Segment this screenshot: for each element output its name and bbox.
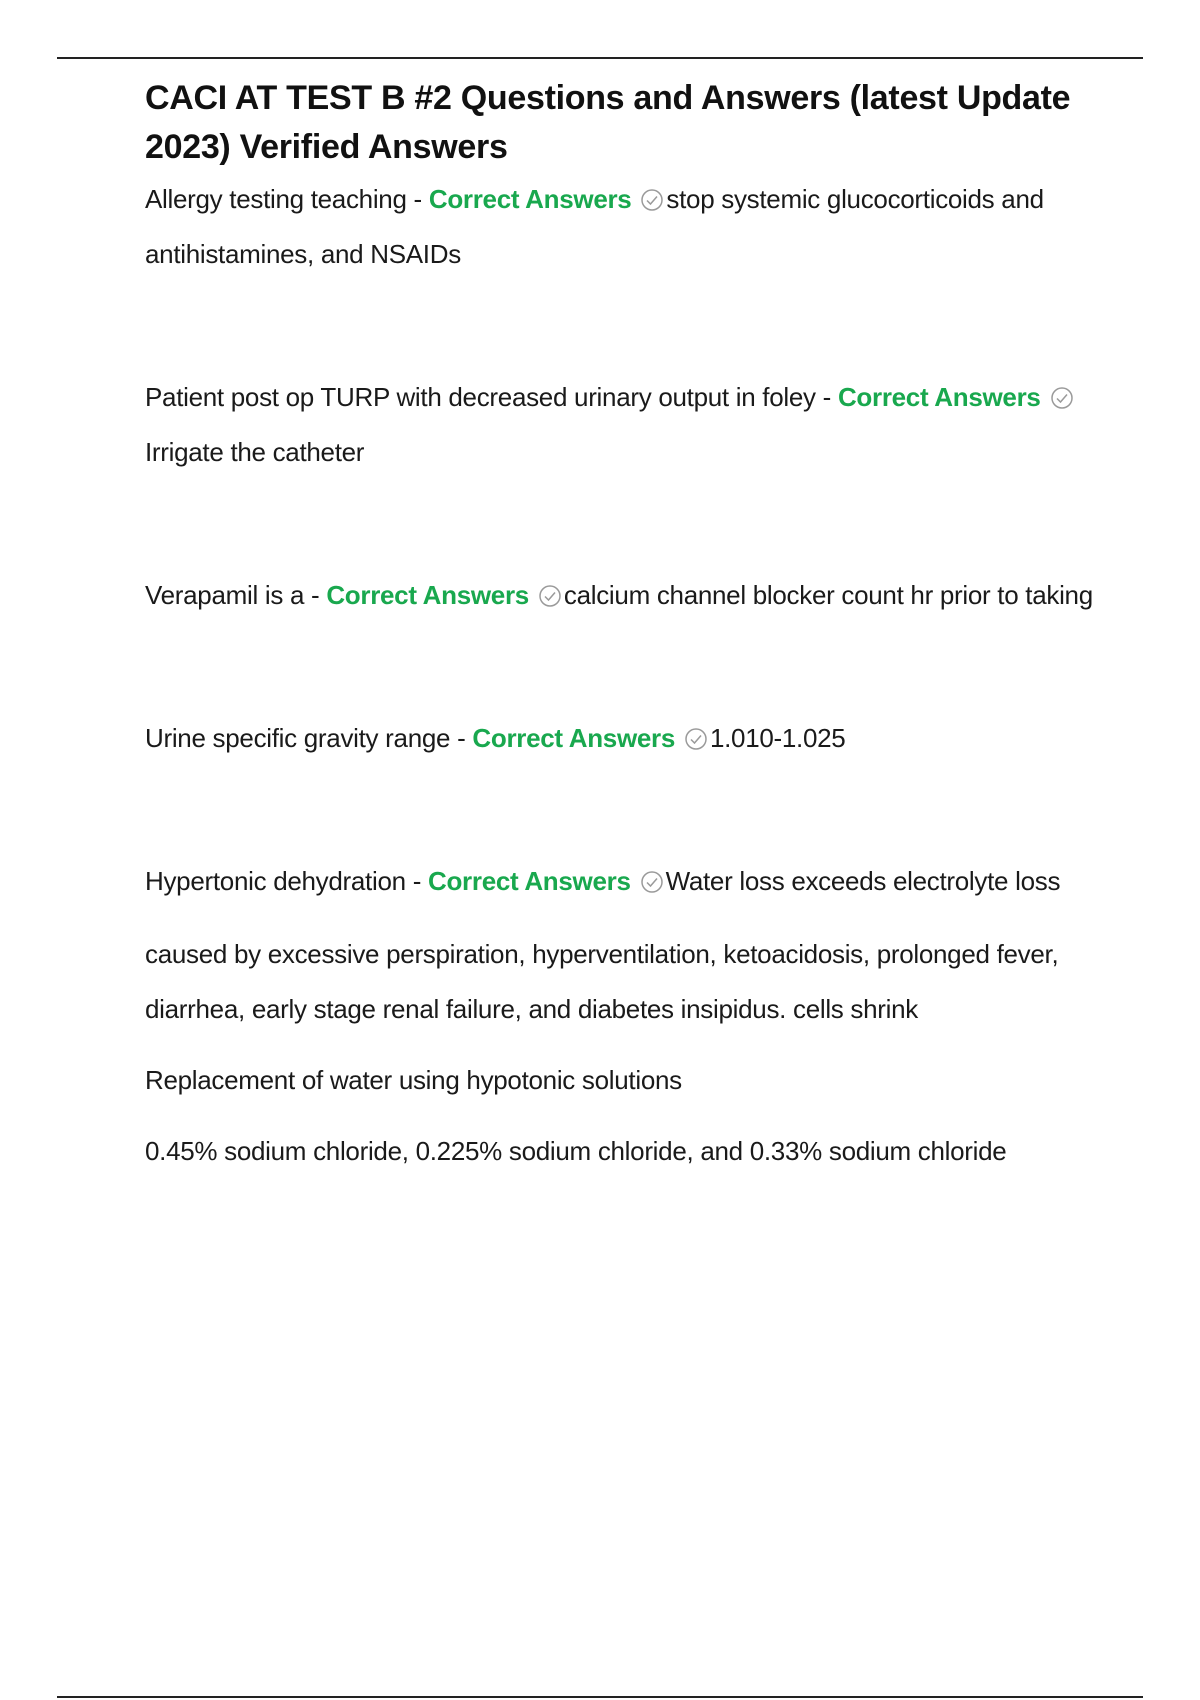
qa-item: [145, 568, 1095, 623]
qa-item: [145, 854, 1095, 909]
answer-text: 1.010-1.025: [709, 723, 846, 753]
bottom-rule: [57, 1696, 1143, 1698]
separator: -: [304, 580, 327, 610]
question-text: Urine specific gravity range: [145, 723, 451, 753]
answer-continuation: Replacement of water using hypotonic solutions: [145, 1065, 682, 1095]
correct-answers-label: Correct Answers: [428, 866, 631, 896]
check-circle-icon: [640, 870, 664, 894]
check-circle-icon: [684, 727, 708, 751]
qa-item: [145, 711, 1095, 766]
document-title: CACI AT TEST B #2 Questions and Answers (latest Update 2023) Verified Answers: [145, 79, 1071, 166]
separator: -: [815, 382, 838, 412]
answer-text: calcium channel blocker count hr prior to taking: [563, 580, 1093, 610]
qa-item: [145, 370, 1095, 480]
answer-text: stop systemic glucocorticoids and antihistamines, and NSAIDs: [145, 184, 1044, 269]
question-text: Allergy testing teaching: [145, 184, 407, 214]
document-body: [145, 74, 1095, 1179]
top-rule: [57, 57, 1143, 59]
question-text: Verapamil is a: [145, 580, 305, 610]
separator: -: [406, 184, 429, 214]
qa-item: [145, 172, 1095, 282]
question-text: Patient post op TURP with decreased urinary output in foley: [145, 382, 816, 412]
check-circle-icon: [640, 188, 664, 212]
answer-continuation: caused by excessive perspiration, hyperventilation, ketoacidosis, prolonged fever, diarrhea, early stage renal failure, and diabetes insipidus. cells shrink: [145, 939, 1059, 1024]
check-circle-icon: [538, 584, 562, 608]
check-circle-icon: [1050, 386, 1074, 410]
answer-continuation: 0.45% sodium chloride, 0.225% sodium chloride, and 0.33% sodium chloride: [145, 1136, 1007, 1166]
correct-answers-label: Correct Answers: [326, 580, 529, 610]
correct-answers-label: Correct Answers: [428, 184, 632, 214]
answer-text: Irrigate the catheter: [145, 437, 365, 467]
correct-answers-label: Correct Answers: [837, 382, 1041, 412]
separator: -: [450, 723, 473, 753]
answer-text: Water loss exceeds electrolyte loss: [665, 866, 1061, 896]
separator: -: [405, 866, 428, 896]
correct-answers-label: Correct Answers: [472, 723, 676, 753]
question-text: Hypertonic dehydration: [145, 866, 406, 896]
